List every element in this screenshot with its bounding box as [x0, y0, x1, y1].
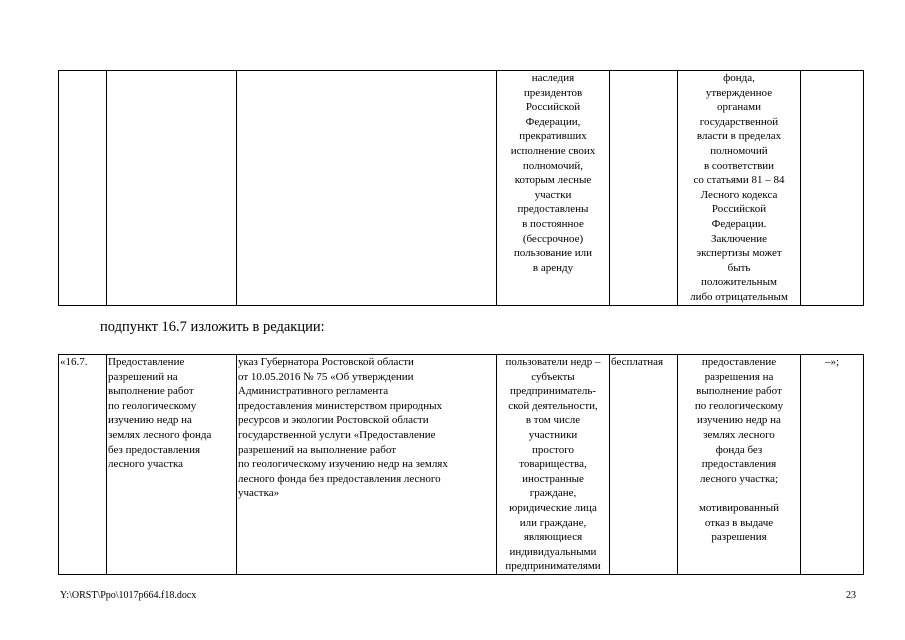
cell-text-line: землях лесного — [703, 428, 775, 441]
cell-text-line: власти в пределах — [696, 130, 782, 143]
cell-text-line: лесного фонда без предоставления лесного — [238, 472, 441, 485]
footer-page-number: 23 — [846, 590, 856, 601]
cell-text-line: предоставления министерством природных — [238, 399, 443, 412]
cell-text-line: мотивированный — [698, 501, 780, 514]
cell-text-line: которым лесные — [514, 174, 592, 187]
cell-notes — [801, 355, 864, 575]
cell-text-line: изучению недр на — [108, 414, 192, 427]
cell-text-line: указ Губернатора Ростовской области — [238, 356, 414, 368]
cell-service-name — [107, 355, 237, 575]
cell-text-line: (бессрочное) — [522, 232, 584, 245]
cell-text-line: разрешения на — [704, 370, 774, 383]
cell-text-line: или граждане, — [519, 516, 587, 529]
cell-text-line: от 10.05.2016 № 75 «Об утверждении — [238, 370, 414, 383]
amendment-paragraph: подпункт 16.7 изложить в редакции: — [100, 319, 325, 335]
table-continuation — [58, 70, 864, 306]
cell-number — [59, 355, 107, 575]
cell-text-line: предоставления — [701, 458, 777, 471]
cell-text-line: участки — [534, 188, 572, 201]
cell-text-line: полномочий, — [522, 159, 584, 172]
cell-text-line: простого — [532, 443, 574, 456]
cell-text-line: прекративших — [519, 130, 587, 143]
cell-text-line: государственной — [699, 115, 779, 128]
cell-number — [59, 71, 107, 306]
cell-text-line: Российской — [711, 203, 767, 216]
cell-text-line: бесплатная — [611, 356, 664, 368]
cell-text-line: исполнение своих — [510, 144, 596, 157]
cell-text-line: государственной услуги «Предоставление — [238, 428, 436, 441]
cell-text-line: по геологическому изучению недр на землях — [238, 458, 448, 471]
cell-text-line: положительным — [701, 276, 777, 289]
cell-text-line: участники — [528, 428, 578, 441]
cell-text-line: выполнение работ — [108, 385, 194, 398]
cell-text-line: Российской — [525, 101, 581, 114]
cell-text-line: быть — [727, 261, 751, 274]
cell-text-line: наследия — [531, 72, 575, 84]
cell-text-line: либо отрицательным — [690, 290, 788, 303]
table-row — [59, 355, 864, 575]
cell-result — [678, 71, 801, 306]
cell-text-line: разрешений на — [108, 370, 178, 383]
cell-text-line: Федерации, — [525, 115, 581, 128]
cell-text-line: предоставлены — [517, 203, 589, 216]
cell-result — [678, 355, 801, 575]
cell-text-line: в аренду — [532, 261, 574, 274]
cell-text-line: участка» — [238, 487, 280, 500]
cell-recipients — [497, 71, 610, 306]
cell-text-line: предприниматель- — [509, 385, 597, 398]
cell-text-line: иностранные — [522, 472, 584, 485]
cell-text-line: землях лесного фонда — [108, 428, 212, 441]
cell-recipients — [497, 355, 610, 575]
cell-text-line: Лесного кодекса — [700, 188, 778, 201]
cell-text-line: органами — [716, 101, 761, 114]
cell-text-line: предпринимателями — [505, 560, 601, 573]
cell-text-line: Административного регламента — [238, 385, 389, 398]
cell-text-line: по геологическому — [694, 399, 784, 412]
cell-text-line: со статьями 81 – 84 — [693, 174, 785, 187]
cell-legal-act — [237, 71, 497, 306]
cell-text-line: граждане, — [529, 487, 577, 500]
cell-text-line: утвержденное — [705, 86, 773, 99]
table-row — [59, 71, 864, 306]
cell-legal-act — [237, 355, 497, 575]
cell-text-line: индивидуальными — [509, 545, 597, 558]
cell-text-line: являющиеся — [523, 531, 583, 544]
cell-text-line — [679, 486, 799, 501]
cell-text-line: по геологическому — [108, 399, 197, 412]
cell-text-line: президентов — [523, 86, 583, 99]
cell-notes — [801, 71, 864, 306]
cell-text-line: в постоянное — [522, 217, 584, 230]
cell-text-line: юридические лица — [509, 501, 597, 514]
cell-text-line: разрешений на выполнение работ — [238, 443, 397, 456]
cell-text-line: пользование или — [513, 247, 593, 260]
cell-text-line: изучению недр на — [697, 414, 781, 427]
cell-text-line: субъекты — [531, 370, 575, 383]
cell-text-line: лесного участка; — [699, 472, 779, 485]
cell-text-line: ской деятельности, — [508, 399, 598, 412]
cell-text-line: фонда без — [715, 443, 763, 456]
cell-text-line: отказ в выдаче — [704, 516, 774, 529]
cell-text-line: экспертизы может — [696, 247, 782, 260]
cell-text-line: предоставление — [701, 356, 777, 368]
cell-text-line: в соответствии — [703, 159, 775, 172]
cell-text-line: без предоставления — [108, 443, 201, 456]
cell-text-line: в том числе — [525, 414, 581, 427]
cell-text-line: –»; — [824, 356, 840, 368]
cell-text-line: ресурсов и экологии Ростовской области — [238, 414, 429, 427]
cell-text-line: пользователи недр – — [505, 356, 601, 368]
cell-text-line: лесного участка — [108, 458, 184, 471]
cell-text-line: Заключение — [710, 232, 768, 245]
cell-text-line: «16.7. — [60, 356, 88, 368]
cell-text-line: товарищества, — [519, 458, 587, 471]
cell-text-line: полномочий — [710, 144, 768, 157]
footer-file-path: Y:\ORST\Ppo\1017p664.f18.docx — [60, 590, 197, 601]
cell-text-line: выполнение работ — [696, 385, 782, 398]
cell-fee — [610, 355, 678, 575]
cell-text-line: Федерации. — [711, 217, 767, 230]
cell-text-line: Предоставление — [108, 356, 185, 368]
cell-text-line: фонда, — [723, 72, 755, 84]
table-amendment — [58, 354, 864, 575]
cell-text-line: разрешения — [711, 531, 767, 544]
cell-fee — [610, 71, 678, 306]
cell-service-name — [107, 71, 237, 306]
